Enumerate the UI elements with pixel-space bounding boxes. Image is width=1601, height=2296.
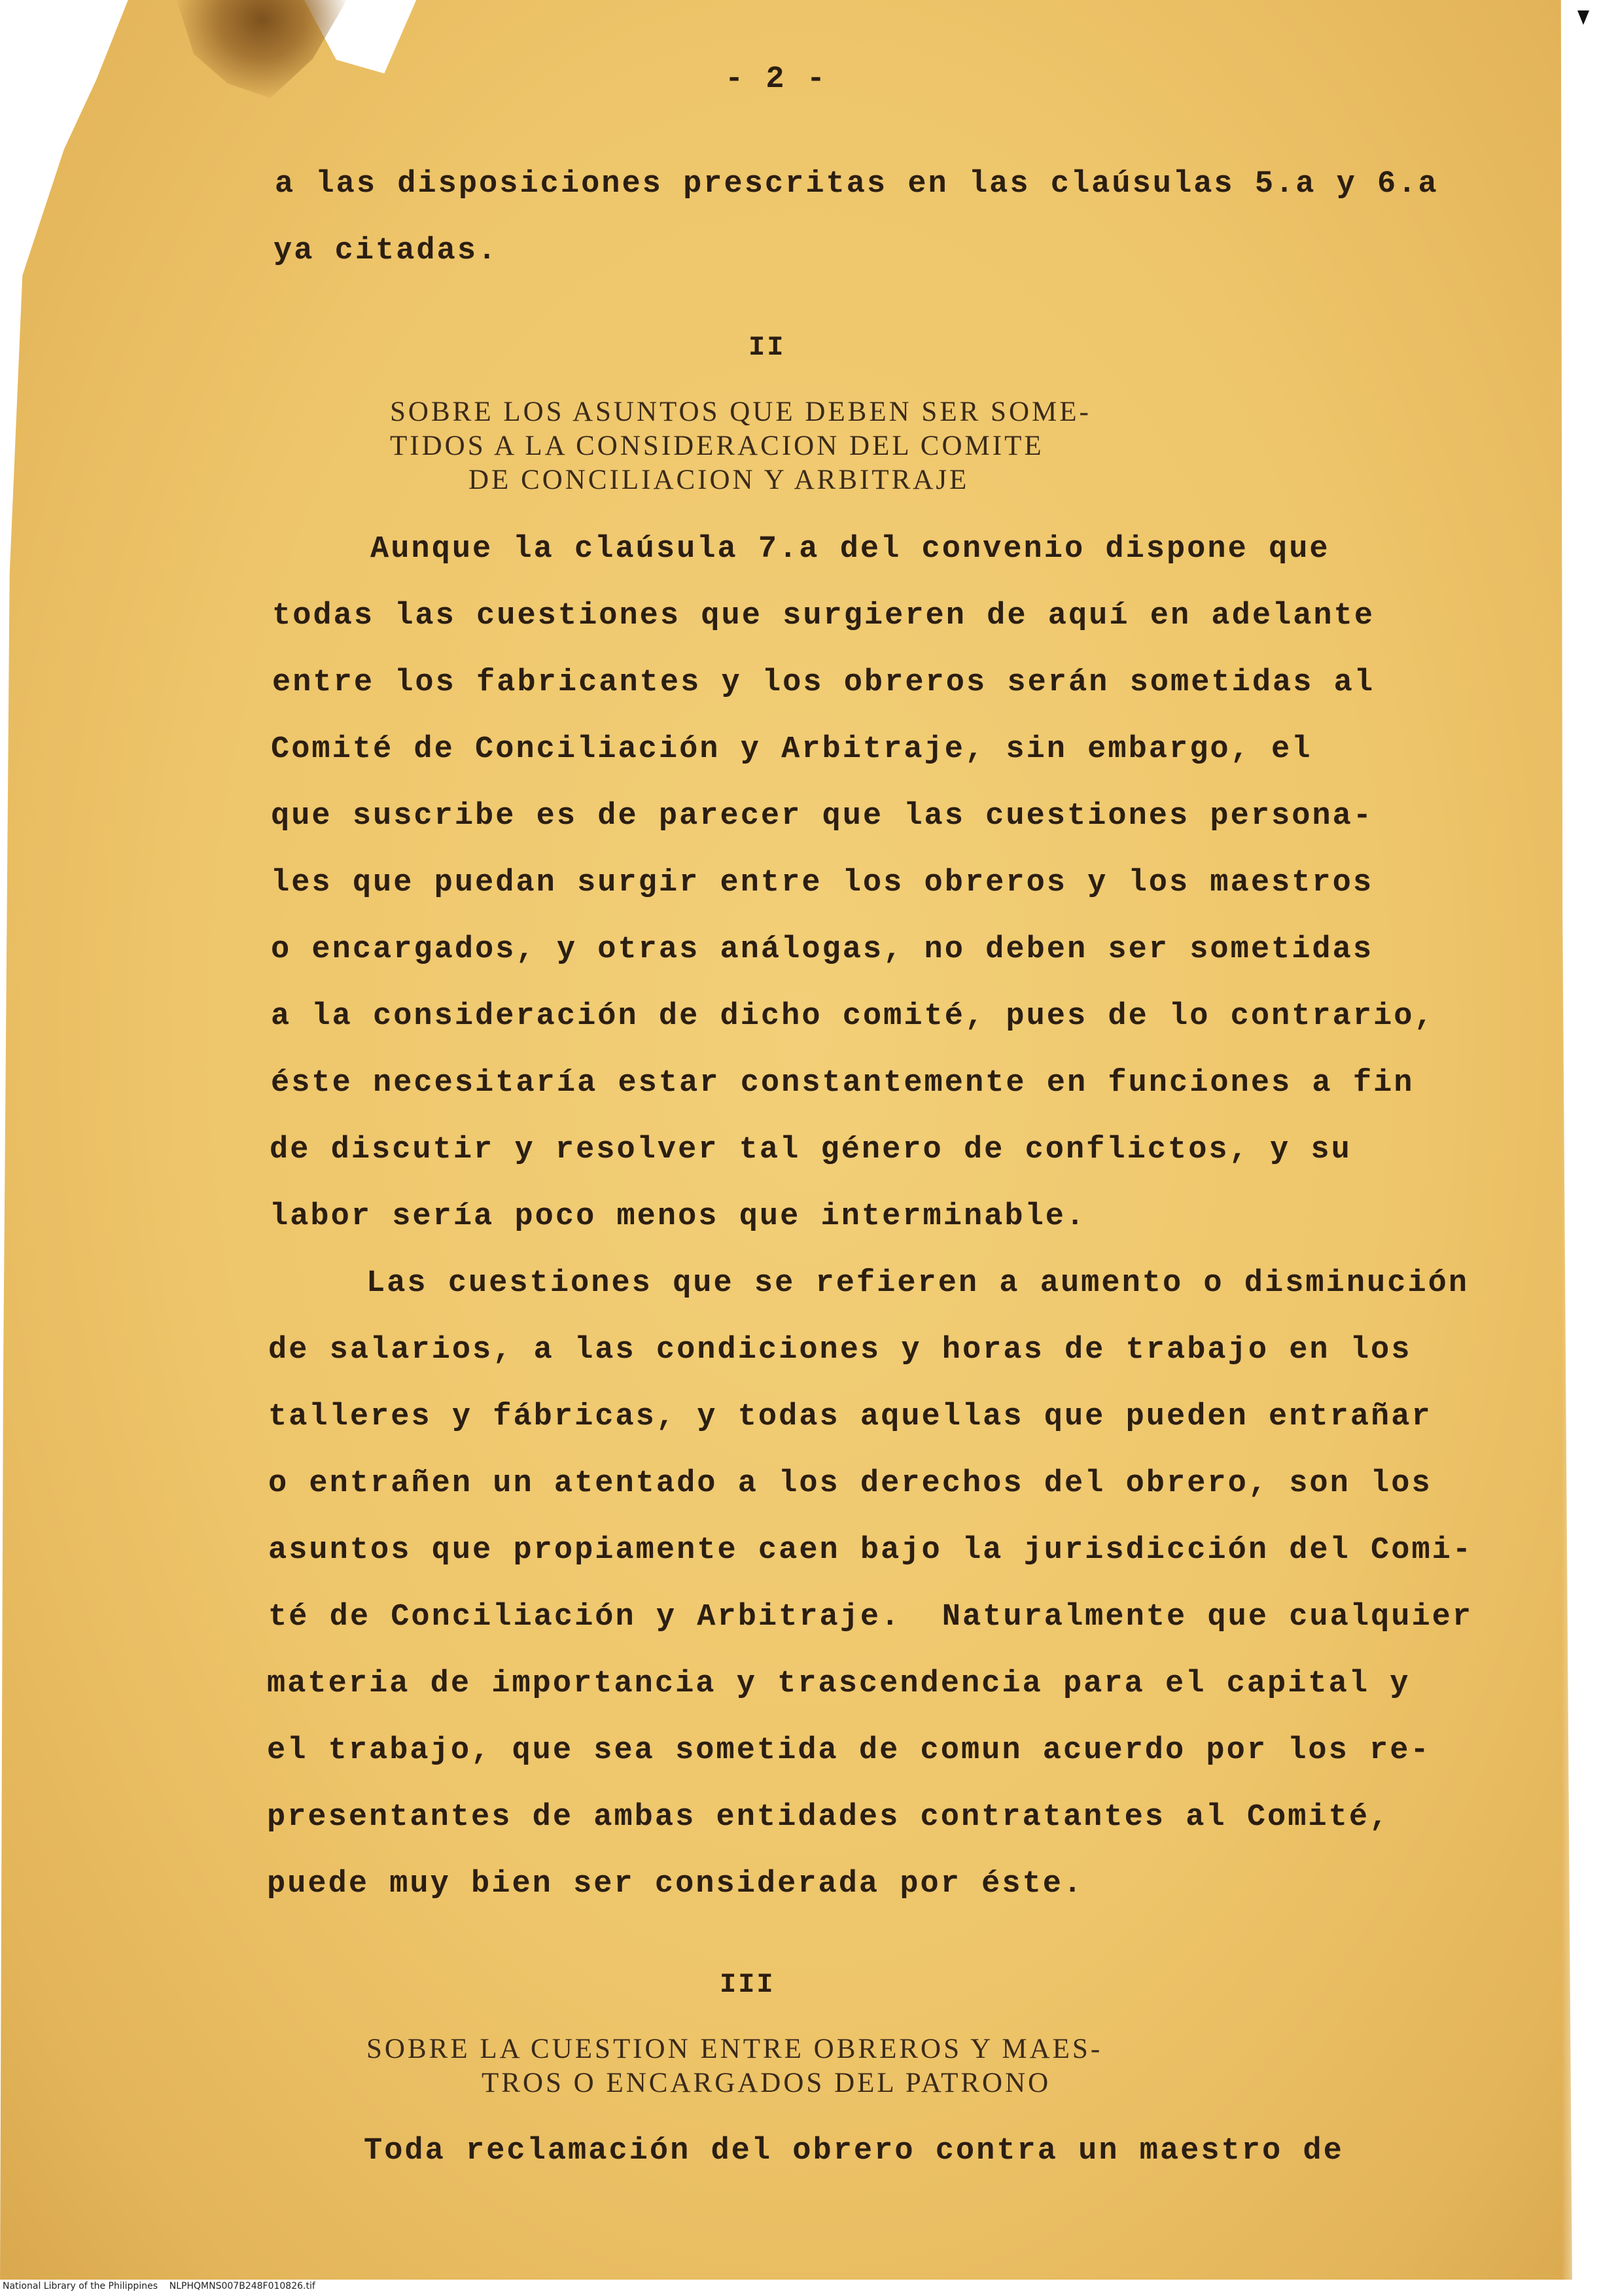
paragraph-line: les que puedan surgir entre los obreros y los maestros <box>271 866 1374 900</box>
paragraph-line: asuntos que propiamente caen bajo la jurisdicción del Comi- <box>268 1533 1473 1568</box>
paragraph-line: entre los fabricantes y los obreros serán sometidas al <box>272 665 1375 700</box>
paragraph-line: o entrañen un atentado a los derechos del obrero, son los <box>268 1466 1432 1501</box>
paragraph-line: éste necesitaría estar constantemente en funciones a fin <box>271 1066 1415 1101</box>
paragraph-line: todas las cuestiones que surgieren de aquí en adelante <box>272 599 1375 633</box>
paragraph-line: té de Conciliación y Arbitraje. Naturalmente que cualquier <box>268 1600 1473 1634</box>
page-number: - 2 - <box>725 62 828 97</box>
paragraph-line: labor sería poco menos que interminable. <box>270 1199 1087 1234</box>
paragraph-line: de salarios, a las condiciones y horas de trabajo en los <box>268 1333 1412 1368</box>
paragraph-line: Aunque la claúsula 7.a del convenio dispone que <box>370 532 1330 567</box>
paragraph-line: Comité de Conciliación y Arbitraje, sin embargo, el <box>271 732 1312 767</box>
paragraph-line: o encargados, y otras análogas, no deben ser sometidas <box>271 932 1374 967</box>
intro-line: ya citadas. <box>273 234 499 268</box>
section-numeral: III <box>720 1969 775 2000</box>
paragraph-line: Toda reclamación del obrero contra un maestro de <box>364 2134 1344 2168</box>
paragraph-line: talleres y fábricas, y todas aquellas que pueden entrañar <box>268 1400 1432 1434</box>
paragraph-line: de discutir y resolver tal género de conflictos, y su <box>270 1133 1352 1167</box>
paragraph-line: materia de importancia y trascendencia para el capital y <box>267 1667 1411 1701</box>
section-heading-line: SOBRE LA CUESTION ENTRE OBREROS Y MAES- <box>366 2034 1103 2064</box>
paragraph-line: puede muy bien ser considerada por éste. <box>267 1867 1084 1901</box>
paragraph-line: que suscribe es de parecer que las cuestiones persona- <box>271 799 1374 834</box>
section-heading-line: SOBRE LOS ASUNTOS QUE DEBEN SER SOME- <box>390 397 1091 427</box>
intro-line: a las disposiciones prescritas en las claúsulas 5.a y 6.a <box>275 167 1439 202</box>
paragraph-line: a la consideración de dicho comité, pues de lo contrario, <box>271 999 1435 1034</box>
footer-caption: National Library of the Philippines NLPHQMNS007B248F010826.tif <box>3 2281 315 2291</box>
section-heading-line: TROS O ENCARGADOS DEL PATRONO <box>482 2068 1051 2098</box>
section-numeral: II <box>748 332 786 363</box>
section-heading-line: TIDOS A LA CONSIDERACION DEL COMITE <box>390 431 1044 461</box>
paragraph-line: el trabajo, que sea sometida de comun acuerdo por los re- <box>267 1733 1431 1768</box>
section-heading-line: DE CONCILIACION Y ARBITRAJE <box>468 465 970 495</box>
paragraph-line: Las cuestiones que se refieren a aumento o disminución <box>366 1266 1469 1301</box>
paragraph-line: presentantes de ambas entidades contratantes al Comité, <box>267 1800 1390 1835</box>
